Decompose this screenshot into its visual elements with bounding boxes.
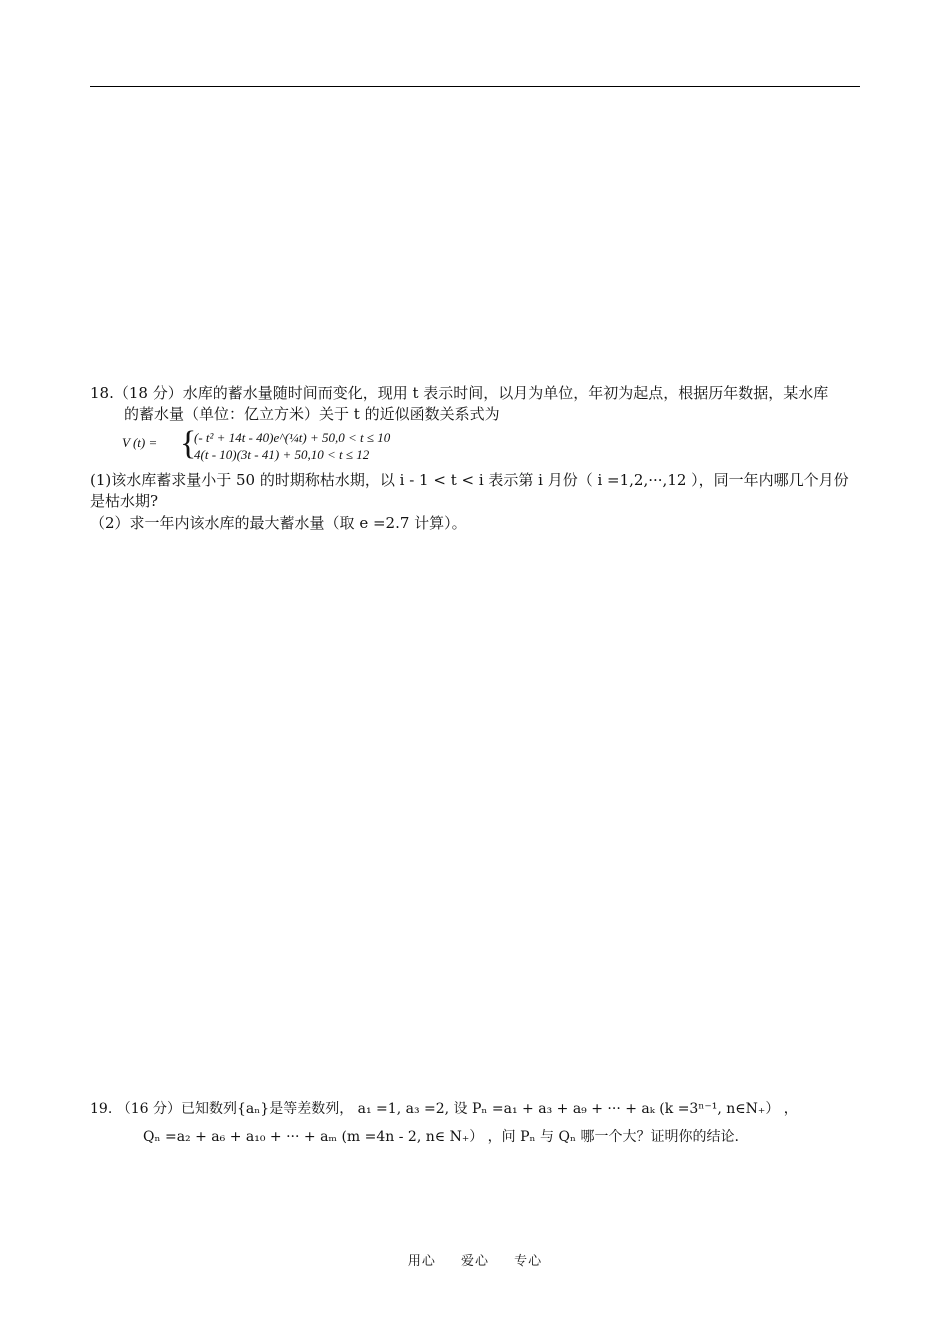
- q19-line1: 19. （16 分）已知数列{aₙ}是等差数列， a₁ =1, a₃ =2, 设 Pₙ =a₁ + a₃ + a₉ + ··· + aₖ (k =3ⁿ⁻¹, n∈N₊） ，: [90, 1101, 798, 1117]
- q18-line1: 18.（18 分）水库的蓄水量随时间而变化，现用 t 表示时间，以月为单位，年初为起点，根据历年数据，某水库: [90, 384, 829, 402]
- formula-case-1: (- t² + 14t - 40)e^(¼t) + 50,0 < t ≤ 10: [194, 430, 391, 445]
- footer-word-1: 用心: [407, 1254, 436, 1269]
- q18-part2: （2）求一年内该水库的最大蓄水量（取 e =2.7 计算）。: [90, 514, 467, 532]
- formula-brace: {: [180, 425, 197, 462]
- q19-line2: Qₙ =a₂ + a₆ + a₁₀ + ··· + aₘ (m =4n - 2, n∈ N₊） ，问 Pₙ 与 Qₙ 哪一个大？证明你的结论.: [143, 1129, 739, 1145]
- footer-word-3: 专心: [514, 1254, 543, 1269]
- q18-line2: 的蓄水量（单位：亿立方米）关于 t 的近似函数关系式为: [124, 405, 500, 423]
- page-footer: [0, 1250, 950, 1269]
- q18-part1-line2: 是枯水期?: [90, 492, 159, 510]
- footer-word-2: 爱心: [460, 1254, 489, 1269]
- q18-part1-line1: (1)该水库蓄求量小于 50 的时期称枯水期，以 i - 1 < t < i 表示第 i 月份（ i =1,2,···,12 ），同一年内哪几个月份: [90, 471, 849, 489]
- header-rule: [90, 86, 860, 87]
- formula-case-2: 4(t - 10)(3t - 41) + 50,10 < t ≤ 12: [194, 447, 370, 462]
- formula-lhs: V (t) =: [122, 435, 158, 450]
